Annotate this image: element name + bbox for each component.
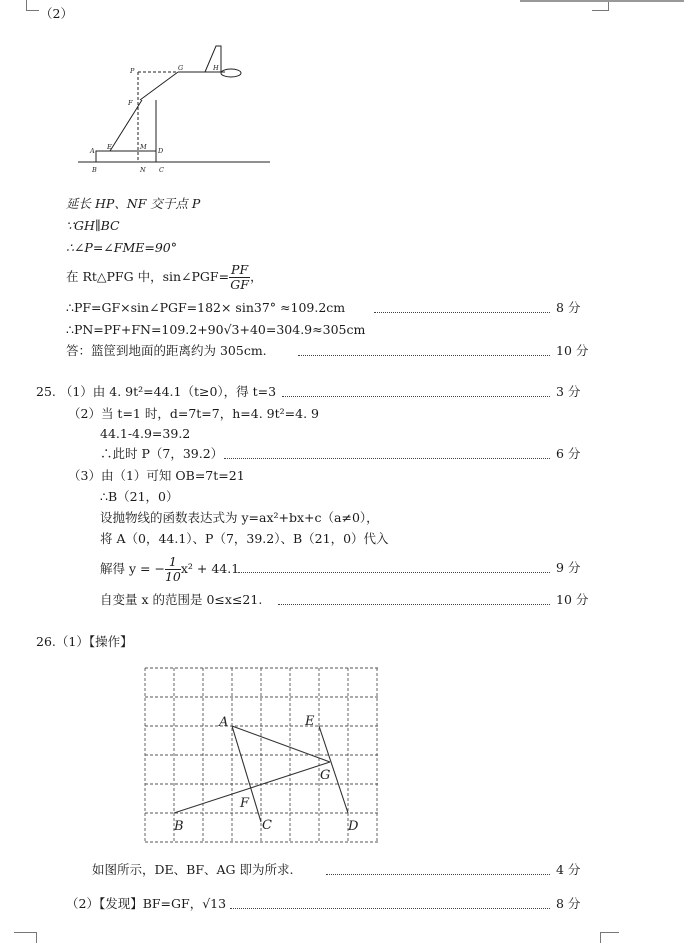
grid-figure (140, 662, 386, 846)
dot-leader (278, 604, 550, 605)
corner-mark-bottom-right (600, 932, 619, 943)
q26-answer: 如图所示，DE、BF、AG 即为所求. (92, 862, 294, 877)
frac-denominator: GF (230, 277, 249, 292)
grid-label-E: E (305, 714, 315, 729)
arm-upper (140, 72, 178, 100)
label-H: H (213, 64, 219, 72)
grid-label-F: F (240, 796, 250, 811)
arm-lower (110, 100, 142, 151)
q25-line-1: 25. （1）由 4. 9t²=44.1（t≥0），得 t=3 (36, 384, 277, 399)
grid-label-A: A (219, 715, 229, 730)
label-B: B (92, 166, 97, 174)
dot-leader (238, 572, 550, 573)
score-8: 8 分 (556, 896, 581, 911)
score-9: 9 分 (556, 560, 581, 575)
score-10: 10 分 (556, 592, 589, 607)
q24-line-2: ∵GH∥BC (66, 218, 120, 233)
score-3: 3 分 (556, 384, 581, 399)
hoop-rim (221, 69, 241, 77)
q24-line-5: ∴PF=GF×sin∠PGF=182× sin37° ≈109.2cm (66, 300, 346, 315)
q24-line-1: 延长 HP、NF 交于点 P (66, 196, 201, 211)
hoop-diagram (70, 38, 280, 178)
q25-line-8: 将 A（0，44.1）、P（7，39.2）、B（21，0）代入 (100, 531, 389, 546)
grid-label-C: C (262, 818, 272, 833)
score-6: 6 分 (556, 446, 581, 461)
label-M: M (140, 143, 147, 151)
label-P: P (130, 67, 135, 75)
dot-leader (282, 396, 550, 397)
base-block (96, 151, 156, 162)
label-D: D (158, 147, 164, 155)
q25-line-10: 自变量 x 的范围是 0≤x≤21. (100, 592, 263, 607)
fraction-pf-gf (229, 263, 250, 292)
frac-numerator: 1 (165, 555, 181, 570)
q25-line-9-post: x² + 44.1 (180, 561, 240, 576)
q24-line-4 (66, 260, 263, 294)
grid-label-G: G (320, 768, 331, 783)
dot-leader (326, 874, 550, 875)
q24-line-4-post: ， (250, 269, 263, 284)
q25-line-4: ∴此时 P（7，39.2） (100, 446, 224, 461)
label-E: E (107, 143, 112, 151)
q25-line-7: 设抛物线的函数表达式为 y=ax²+bx+c（a≠0）， (100, 510, 379, 525)
q24-line-3: ∴∠P=∠FME=90° (66, 240, 178, 255)
q25-line-3: 44.1-4.9=39.2 (100, 426, 191, 441)
corner-mark-top-left (26, 0, 39, 11)
score-8: 8 分 (556, 300, 581, 315)
q25-line-6: ∴B（21，0） (100, 489, 179, 504)
q25-line-5: （3）由（1）可知 OB=7t=21 (68, 468, 245, 483)
label-G: G (178, 64, 184, 72)
label-C: C (159, 166, 164, 174)
label-N: N (140, 166, 146, 174)
corner-mark-bottom-left (14, 932, 37, 943)
frac-denominator: 10 (164, 569, 181, 584)
dot-leader (298, 355, 550, 356)
dot-leader (230, 908, 550, 909)
q26-discover: （2）【发现】BF=GF，√13 (66, 896, 227, 911)
score-4: 4 分 (556, 862, 581, 877)
q24-line-7: 答：篮筐到地面的距离约为 305cm. (66, 343, 267, 358)
q24-line-6: ∴PN=PF+FN=109.2+90√3+40=304.9≈305cm (66, 322, 366, 337)
grid-label-B: B (174, 819, 184, 834)
grid-label-D: D (348, 819, 359, 834)
label-A: A (90, 147, 95, 155)
frac-numerator: PF (231, 262, 249, 277)
segment-AG (232, 726, 330, 762)
q25-line-2: （2）当 t=1 时，d=7t=7，h=4. 9t²=4. 9 (68, 406, 319, 421)
q24-line-4-pre: 在 Rt△PFG 中，sin∠PGF= (66, 269, 230, 284)
fraction-1-10 (165, 555, 181, 584)
segment-BG (174, 762, 330, 813)
corner-mark-top-right-edge (520, 0, 684, 4)
score-10: 10 分 (556, 343, 589, 358)
q25-line-9 (100, 552, 239, 586)
q26-title: 26.（1）【操作】 (36, 634, 133, 649)
part-label: （2） (40, 6, 73, 21)
dot-leader (374, 312, 550, 313)
label-F: F (128, 99, 133, 107)
q25-line-9-pre: 解得 y = − (100, 561, 165, 576)
dot-leader (224, 458, 550, 459)
